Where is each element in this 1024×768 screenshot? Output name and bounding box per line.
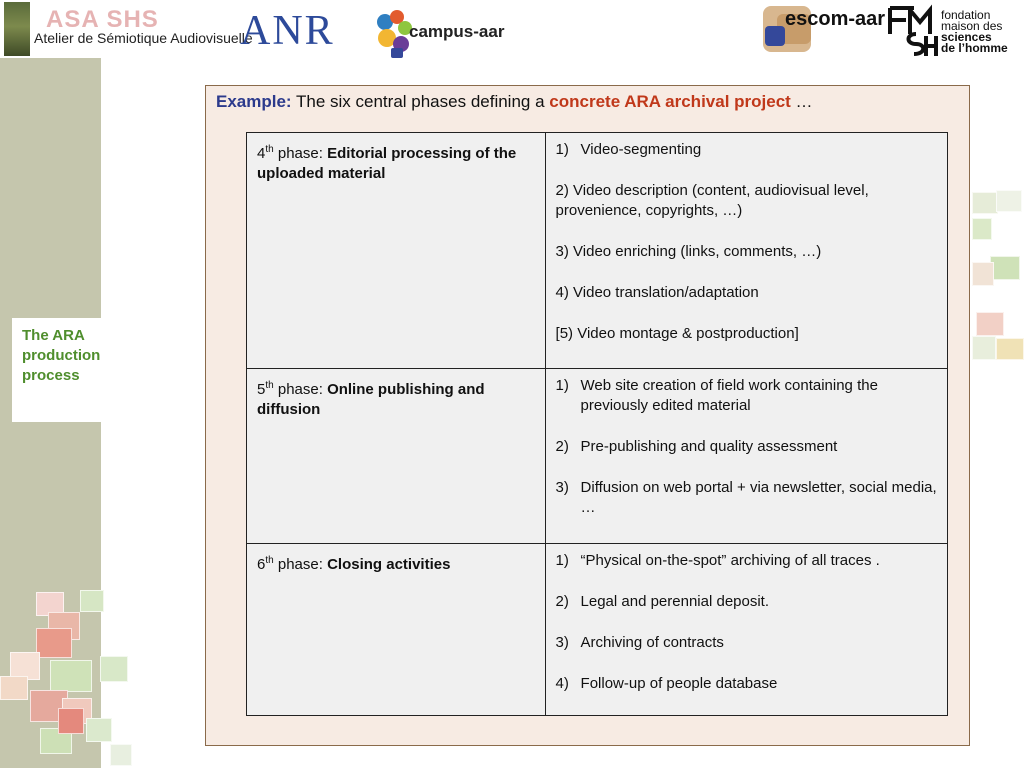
- heading-highlight: concrete ARA archival project: [549, 92, 791, 111]
- fmsh-logo: [886, 4, 1018, 60]
- asa-photo-strip: [4, 2, 30, 56]
- phase-cell: 6th phase: Closing activities: [247, 544, 546, 716]
- list-item: 3) Video enriching (links, comments, …): [555, 243, 822, 260]
- list-item: 4) Follow-up of people database: [555, 675, 778, 692]
- list-item: 1) Web site creation of field work containing the previously edited material: [555, 377, 878, 414]
- table-row: [247, 544, 948, 716]
- phase-cell: 5th phase: Online publishing and diffusion: [247, 369, 546, 544]
- table-row: [247, 369, 948, 544]
- list-item: 1) Video-segmenting: [555, 141, 702, 158]
- list-item: 2) Legal and perennial deposit.: [555, 593, 770, 610]
- slide-heading: [216, 92, 813, 112]
- sidebar-title: The ARA production process: [22, 327, 101, 384]
- phase-items-cell: [545, 544, 947, 716]
- phase-cell: 4th phase: Editorial processing of the uploaded material: [247, 133, 546, 369]
- phase-name: Editorial processing of the uploaded material: [257, 145, 517, 182]
- heading-text: The six central phases defining a: [291, 92, 550, 111]
- campus-aar-text: campus-aar: [409, 22, 505, 41]
- fmsh-mark-icon: [886, 4, 938, 58]
- table-row: [247, 133, 948, 369]
- list-item: 3) Diffusion on web portal + via newsletter, social media, …: [555, 479, 937, 516]
- campus-aar-logo: [375, 8, 505, 60]
- asa-logo-title: ASA SHS: [46, 6, 159, 33]
- list-item: 2) Pre-publishing and quality assessment: [555, 438, 838, 455]
- asa-shs-logo: [0, 0, 253, 58]
- list-item: [5) Video montage & postproduction]: [555, 325, 799, 342]
- phase-items-cell: [545, 133, 947, 369]
- list-item: 2) Video description (content, audiovisual level, provenience, copyrights, …): [555, 182, 869, 219]
- heading-tail: …: [790, 92, 813, 111]
- list-item: 1) “Physical on-the-spot” archiving of all traces .: [555, 552, 880, 569]
- list-item: 4) Video translation/adaptation: [555, 284, 759, 301]
- fmsh-logo-text: fondation maison des sciences de l’homme: [941, 8, 1008, 55]
- asa-logo-subtitle: Atelier de Sémiotique Audiovisuelle: [34, 30, 253, 46]
- phase-name: Closing activities: [327, 556, 451, 573]
- anr-logo: [240, 6, 360, 56]
- phase-name: Online publishing and diffusion: [257, 381, 485, 418]
- heading-label: Example:: [216, 92, 292, 111]
- escom-aar-text: escom-aar: [785, 8, 886, 30]
- list-item: 3) Archiving of contracts: [555, 634, 724, 651]
- phase-items-cell: [545, 369, 947, 544]
- escom-aar-logo: [763, 4, 886, 56]
- phases-table: [246, 132, 948, 716]
- anr-logo-text: ANR: [240, 8, 335, 54]
